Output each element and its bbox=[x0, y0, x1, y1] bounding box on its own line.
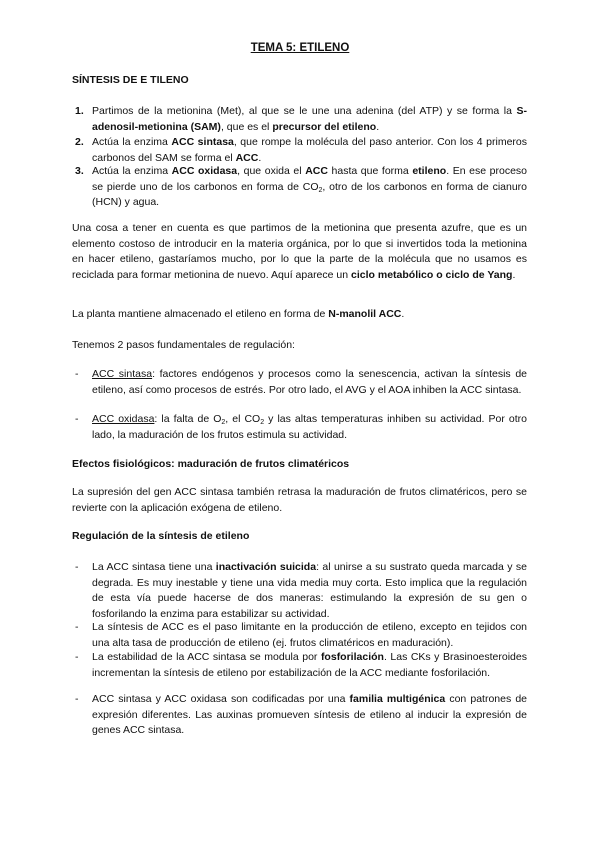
section-heading-sintesis: SÍNTESIS DE E TILENO bbox=[72, 74, 189, 86]
item-text: ACC oxidasa: la falta de $O_2$, el $CO_2$ y las altas temperaturas inhiben su actividad. Por otro lado, la maduración de los frutos estimula su actividad. bbox=[92, 413, 527, 441]
paragraph-almacenamiento: La planta mantiene almacenado el etileno en forma de N-manolil ACC. bbox=[72, 308, 405, 320]
page-title: TEMA 5: ETILENO bbox=[250, 42, 350, 54]
bullet-dash: - bbox=[75, 561, 79, 573]
step-number: 3. bbox=[75, 165, 84, 177]
list-item-inactivacion bbox=[72, 560, 527, 624]
list-item-paso-limitante bbox=[72, 620, 527, 652]
list-item-fosforilacion bbox=[72, 650, 527, 698]
bullet-dash: - bbox=[75, 413, 79, 425]
list-item-step-3 bbox=[72, 164, 527, 212]
step-text: Actúa la enzima ACC oxidasa, que oxida el ACC hasta que forma etileno. En ese proceso se pierde uno de los carbonos en forma de $CO_2$, otro de los carbonos en forma de cianuro (HCN) y agua. bbox=[92, 165, 528, 209]
list-item-acc-oxidasa bbox=[72, 412, 527, 444]
list-item-familia-multigenica bbox=[72, 692, 527, 740]
item-text: ACC sintasa: factores endógenos y procesos como la senescencia, activan la síntesis de etileno, así como procesos de estrés. Por otro lado, el AVG y el AOA inhiben la ACC sintasa. bbox=[92, 368, 528, 396]
paragraph-efectos: La supresión del gen ACC sintasa también retrasa la maduración de frutos climatéricos, pero se revierte con la aplicación exógena de etileno. bbox=[72, 486, 527, 514]
step-text: Partimos de la metionina (Met), al que se le une una adenina (del ATP) y se forma la S-adenosil-metionina (SAM), que es el precursor del etileno. bbox=[92, 105, 527, 133]
item-text: La síntesis de ACC es el paso limitante en la producción de etileno, excepto en tejidos con una alta tasa de producción de etileno (ej. frutos climatéricos en maduración). bbox=[92, 621, 527, 649]
item-text: La ACC sintasa tiene una inactivación suicida: al unirse a su sustrato queda marcada y se degrada. Es muy inestable y tiene una vida media muy corta. Esto implica que la regulación de esta vía puede hacerse de dos maneras: estimulando la expresión de su gen o fosforilando la enzima para estabilizar su actividad. bbox=[92, 561, 527, 620]
paragraph-metionina: Una cosa a tener en cuenta es que partimos de la metionina que presenta azufre, que es un elemento costoso de introducir en la materia orgánica, por lo que si invertidos toda la metionina en hacer etileno, gastaríamos mucho, por lo que la parte de la molécula que no usamos es reciclada para formar metionina de nuevo. Aquí aparece un ciclo metabólico o ciclo de Yang. bbox=[72, 222, 527, 281]
bullet-dash: - bbox=[75, 693, 79, 705]
item-text: La estabilidad de la ACC sintasa se modula por fosforilación. Las CKs y Brasinoesteroides incrementan la síntesis de etileno por estabilización de la ACC mediante fosforilación. bbox=[92, 651, 527, 679]
list-item-step-2 bbox=[72, 135, 527, 167]
bullet-dash: - bbox=[75, 621, 79, 633]
list-item-step-1 bbox=[72, 104, 527, 136]
bullet-dash: - bbox=[75, 651, 79, 663]
step-text: Actúa la enzima ACC sintasa, que rompe la molécula del paso anterior. Con los 4 primeros carbonos del SAM se forma el ACC. bbox=[92, 136, 527, 164]
paragraph-regulacion-intro: Tenemos 2 pasos fundamentales de regulación: bbox=[72, 339, 295, 351]
section-heading-regulacion: Regulación de la síntesis de etileno bbox=[72, 530, 250, 542]
step-number: 2. bbox=[75, 136, 84, 148]
section-heading-efectos: Efectos fisiológicos: maduración de frutos climatéricos bbox=[72, 458, 350, 470]
step-number: 1. bbox=[75, 105, 84, 117]
bullet-dash: - bbox=[75, 368, 79, 380]
list-item-acc-sintasa bbox=[72, 367, 527, 415]
item-text: ACC sintasa y ACC oxidasa son codificadas por una familia multigénica con patrones de expresión diferentes. Las auxinas promueven síntesis de etileno al inducir la expresión de genes ACC sintasa. bbox=[92, 693, 527, 737]
